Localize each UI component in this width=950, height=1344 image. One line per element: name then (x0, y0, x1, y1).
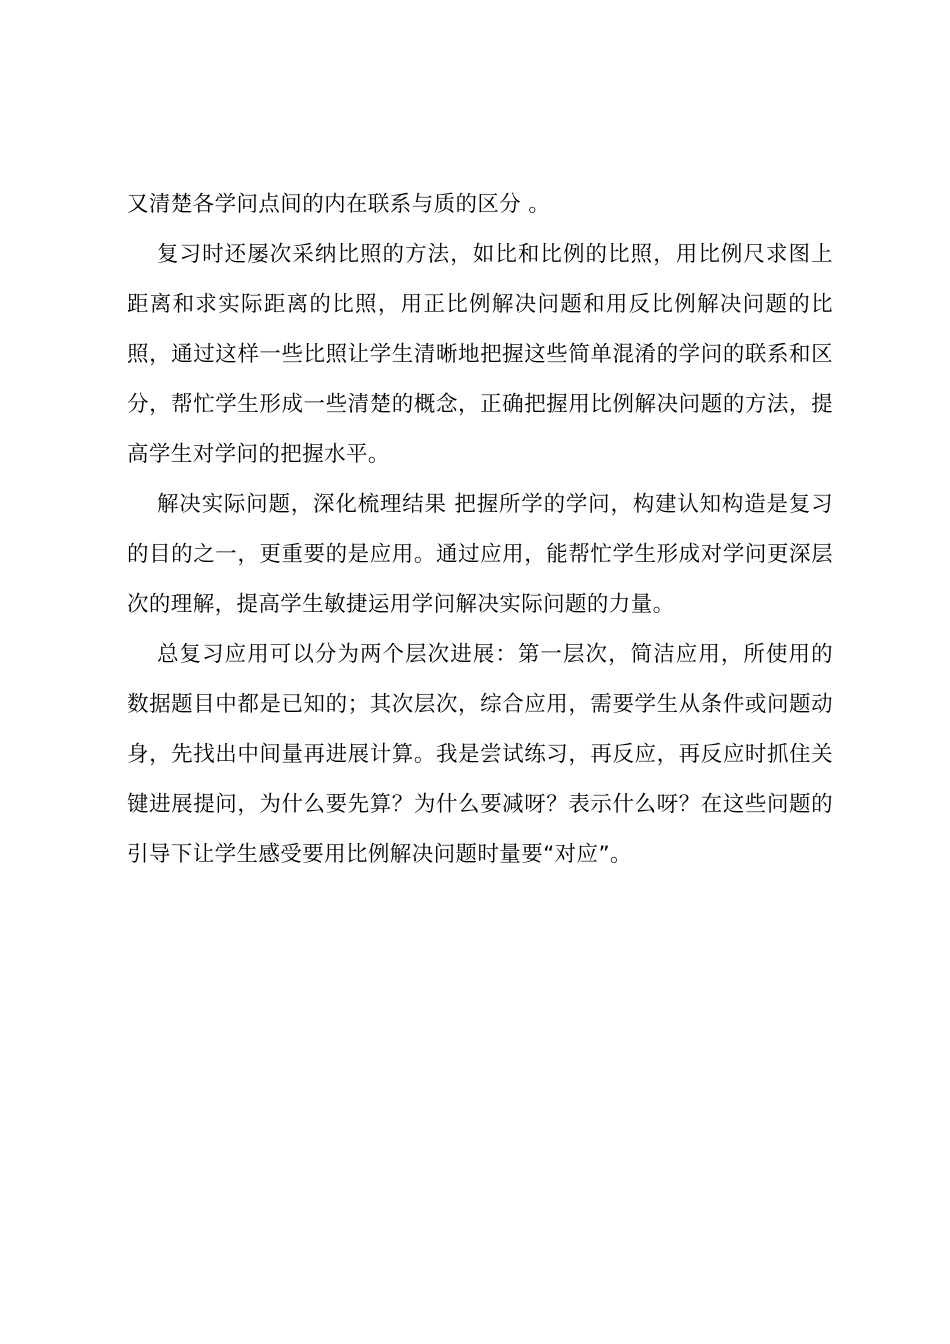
paragraph-comparison-method: 复习时还屡次采纳比照的方法，如比和比例的比照，用比例尺求图上距离和求实际距离的比照，用正比例解决问题和用反比例解决问题的比照，通过这样一些比照让学生清晰地把握这些简单混淆的学问的联系和区分，帮忙学生形成一些清楚的概念，正确把握用比例解决问题的方法，提高学生对学问的把握水平。 (127, 242, 833, 467)
paragraph-application-levels: 总复习应用可以分为两个层次进展：第一层次，简洁应用，所使用的数据题目中都是已知的；其次层次，综合应用，需要学生从条件或问题动身，先找出中间量再进展计算。我是尝试练习，再反应，再反应时抓住关键进展提问，为什么要先算？为什么要减呀？表示什么呀？在这些问题的引导下让学生感受要用比例解决问题时量要“对应”。 (127, 642, 833, 867)
paragraph-practical-problems: 解决实际问题，深化梳理结果 把握所学的学问，构建认知构造是复习的目的之一，更重要的是应用。通过应用，能帮忙学生形成对学问更深层次的理解，提高学生敏捷运用学问解决实际问题的力量。 (127, 492, 833, 617)
paragraph-continuation: 又清楚各学问点间的内在联系与质的区分 。 (127, 192, 551, 217)
document-body (127, 180, 833, 880)
